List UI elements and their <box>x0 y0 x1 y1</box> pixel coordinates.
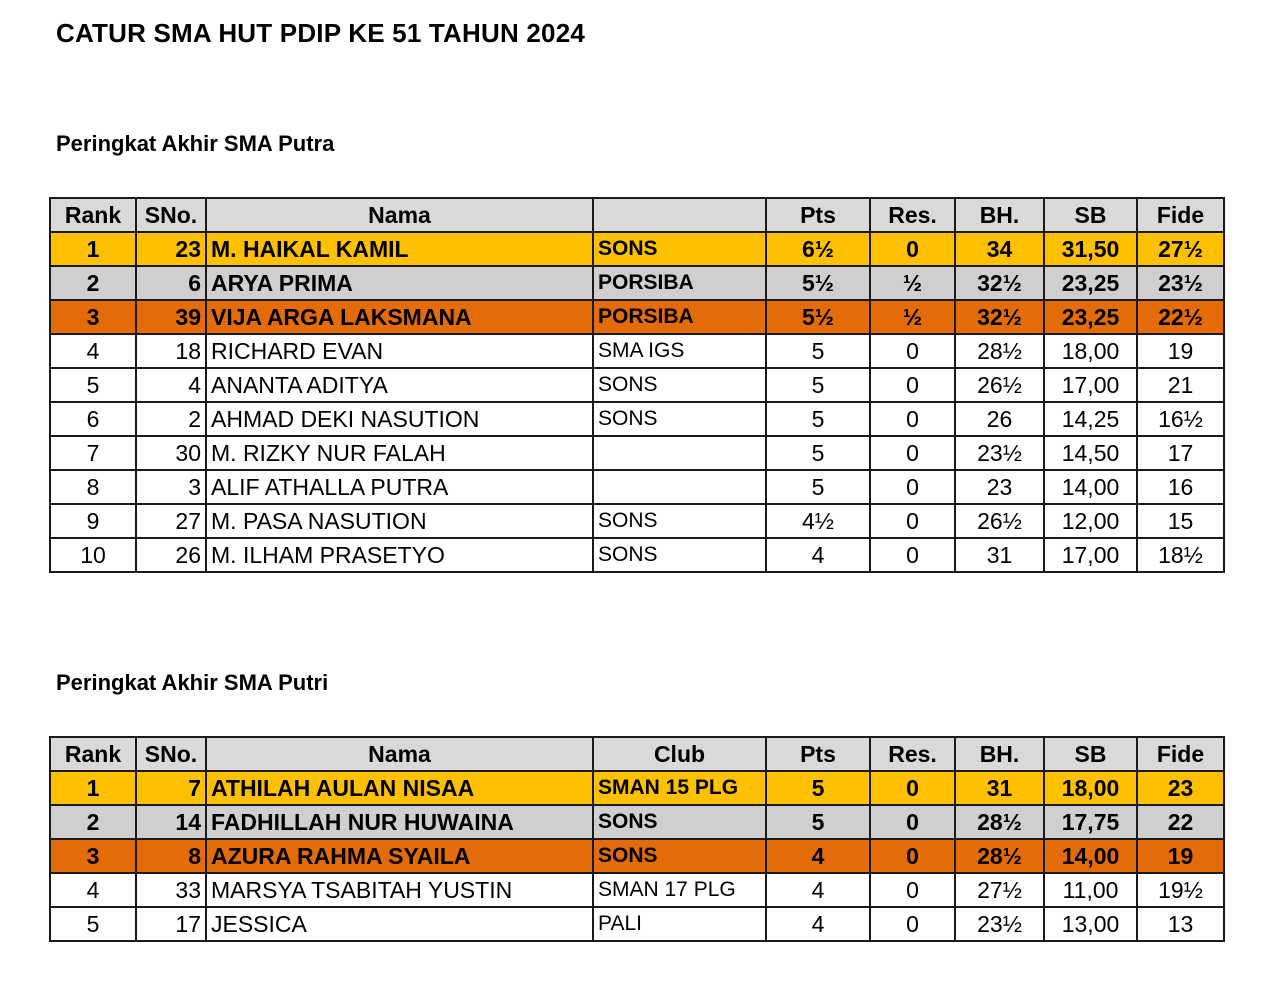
cell-sno: 6 <box>136 266 206 300</box>
cell-pts: 5 <box>766 402 870 436</box>
cell-bh: 23½ <box>955 436 1044 470</box>
cell-rank: 8 <box>50 470 136 504</box>
cell-sb: 13,00 <box>1044 907 1137 941</box>
col-header-sno: SNo. <box>136 198 206 232</box>
cell-bh: 26 <box>955 402 1044 436</box>
cell-bh: 23½ <box>955 907 1044 941</box>
cell-nama: JESSICA <box>206 907 593 941</box>
cell-sno: 30 <box>136 436 206 470</box>
cell-nama: AHMAD DEKI NASUTION <box>206 402 593 436</box>
cell-bh: 27½ <box>955 873 1044 907</box>
table-row <box>50 538 1224 572</box>
cell-sno: 33 <box>136 873 206 907</box>
cell-nama: ARYA PRIMA <box>206 266 593 300</box>
cell-club: PORSIBA <box>593 300 766 334</box>
cell-rank: 5 <box>50 368 136 402</box>
cell-pts: 5 <box>766 470 870 504</box>
table-row <box>50 402 1224 436</box>
cell-res: 0 <box>870 907 955 941</box>
cell-sb: 14,25 <box>1044 402 1137 436</box>
cell-sno: 14 <box>136 805 206 839</box>
cell-club <box>593 436 766 470</box>
cell-fide: 19 <box>1137 839 1224 873</box>
cell-nama: FADHILLAH NUR HUWAINA <box>206 805 593 839</box>
cell-bh: 32½ <box>955 300 1044 334</box>
cell-rank: 10 <box>50 538 136 572</box>
cell-res: ½ <box>870 300 955 334</box>
cell-club: SMA IGS <box>593 334 766 368</box>
cell-res: 0 <box>870 538 955 572</box>
section-heading-putra: Peringkat Akhir SMA Putra <box>56 131 335 156</box>
cell-sno: 27 <box>136 504 206 538</box>
table-row <box>50 266 1224 300</box>
cell-nama: RICHARD EVAN <box>206 334 593 368</box>
cell-fide: 15 <box>1137 504 1224 538</box>
cell-pts: 5 <box>766 771 870 805</box>
cell-rank: 4 <box>50 873 136 907</box>
cell-nama: ATHILAH AULAN NISAA <box>206 771 593 805</box>
table-row <box>50 805 1224 839</box>
col-header-fide: Fide <box>1137 198 1224 232</box>
cell-bh: 28½ <box>955 334 1044 368</box>
cell-sb: 18,00 <box>1044 334 1137 368</box>
table-row <box>50 907 1224 941</box>
cell-fide: 19 <box>1137 334 1224 368</box>
cell-res: 0 <box>870 470 955 504</box>
table-row <box>50 436 1224 470</box>
col-header-rank: Rank <box>50 198 136 232</box>
table-header-row <box>50 737 1224 771</box>
cell-nama: M. ILHAM PRASETYO <box>206 538 593 572</box>
col-header-fide: Fide <box>1137 737 1224 771</box>
cell-nama: M. PASA NASUTION <box>206 504 593 538</box>
cell-sb: 11,00 <box>1044 873 1137 907</box>
cell-fide: 22½ <box>1137 300 1224 334</box>
cell-sb: 23,25 <box>1044 266 1137 300</box>
cell-rank: 1 <box>50 771 136 805</box>
cell-fide: 27½ <box>1137 232 1224 266</box>
col-header-rank: Rank <box>50 737 136 771</box>
cell-sno: 39 <box>136 300 206 334</box>
cell-rank: 6 <box>50 402 136 436</box>
cell-pts: 5 <box>766 368 870 402</box>
cell-pts: 5½ <box>766 266 870 300</box>
col-header-bh: BH. <box>955 198 1044 232</box>
cell-pts: 5 <box>766 436 870 470</box>
standings-table-putra <box>49 197 1225 573</box>
table-row <box>50 873 1224 907</box>
cell-sno: 17 <box>136 907 206 941</box>
cell-club: SONS <box>593 839 766 873</box>
cell-fide: 21 <box>1137 368 1224 402</box>
cell-rank: 5 <box>50 907 136 941</box>
table-row <box>50 232 1224 266</box>
cell-sb: 14,00 <box>1044 839 1137 873</box>
table-row <box>50 334 1224 368</box>
cell-res: ½ <box>870 266 955 300</box>
cell-club: SONS <box>593 402 766 436</box>
cell-pts: 5 <box>766 805 870 839</box>
cell-nama: ALIF ATHALLA PUTRA <box>206 470 593 504</box>
cell-club: SMAN 17 PLG <box>593 873 766 907</box>
cell-bh: 32½ <box>955 266 1044 300</box>
col-header-club: Club <box>593 737 766 771</box>
cell-sb: 14,50 <box>1044 436 1137 470</box>
cell-bh: 26½ <box>955 368 1044 402</box>
cell-sb: 18,00 <box>1044 771 1137 805</box>
col-header-res: Res. <box>870 737 955 771</box>
cell-club: SMAN 15 PLG <box>593 771 766 805</box>
cell-res: 0 <box>870 232 955 266</box>
cell-fide: 17 <box>1137 436 1224 470</box>
cell-nama: ANANTA ADITYA <box>206 368 593 402</box>
cell-pts: 4 <box>766 839 870 873</box>
cell-club: SONS <box>593 504 766 538</box>
cell-nama: AZURA RAHMA SYAILA <box>206 839 593 873</box>
cell-res: 0 <box>870 873 955 907</box>
cell-bh: 28½ <box>955 839 1044 873</box>
cell-rank: 7 <box>50 436 136 470</box>
cell-fide: 23½ <box>1137 266 1224 300</box>
cell-fide: 18½ <box>1137 538 1224 572</box>
col-header-club <box>593 198 766 232</box>
cell-sb: 31,50 <box>1044 232 1137 266</box>
col-header-nama: Nama <box>206 198 593 232</box>
cell-sno: 18 <box>136 334 206 368</box>
page-title: CATUR SMA HUT PDIP KE 51 TAHUN 2024 <box>56 18 586 48</box>
cell-res: 0 <box>870 402 955 436</box>
cell-club: SONS <box>593 805 766 839</box>
table-row <box>50 368 1224 402</box>
cell-club: PALI <box>593 907 766 941</box>
cell-rank: 2 <box>50 805 136 839</box>
cell-res: 0 <box>870 368 955 402</box>
col-header-sb: SB <box>1044 737 1137 771</box>
col-header-sno: SNo. <box>136 737 206 771</box>
table-row <box>50 771 1224 805</box>
cell-bh: 28½ <box>955 805 1044 839</box>
cell-fide: 19½ <box>1137 873 1224 907</box>
col-header-res: Res. <box>870 198 955 232</box>
cell-nama: VIJA ARGA LAKSMANA <box>206 300 593 334</box>
cell-pts: 5½ <box>766 300 870 334</box>
cell-sno: 2 <box>136 402 206 436</box>
cell-pts: 6½ <box>766 232 870 266</box>
col-header-bh: BH. <box>955 737 1044 771</box>
cell-sb: 17,75 <box>1044 805 1137 839</box>
cell-sb: 12,00 <box>1044 504 1137 538</box>
cell-sno: 7 <box>136 771 206 805</box>
cell-bh: 23 <box>955 470 1044 504</box>
cell-club: SONS <box>593 368 766 402</box>
cell-bh: 26½ <box>955 504 1044 538</box>
cell-pts: 4½ <box>766 504 870 538</box>
cell-sb: 23,25 <box>1044 300 1137 334</box>
col-header-sb: SB <box>1044 198 1137 232</box>
cell-res: 0 <box>870 839 955 873</box>
cell-pts: 5 <box>766 334 870 368</box>
cell-res: 0 <box>870 805 955 839</box>
cell-res: 0 <box>870 334 955 368</box>
cell-fide: 13 <box>1137 907 1224 941</box>
cell-club <box>593 470 766 504</box>
cell-pts: 4 <box>766 538 870 572</box>
cell-nama: MARSYA TSABITAH YUSTIN <box>206 873 593 907</box>
standings-table-putri <box>49 736 1225 942</box>
cell-rank: 3 <box>50 839 136 873</box>
cell-res: 0 <box>870 504 955 538</box>
cell-sb: 14,00 <box>1044 470 1137 504</box>
cell-fide: 16½ <box>1137 402 1224 436</box>
cell-rank: 3 <box>50 300 136 334</box>
cell-rank: 1 <box>50 232 136 266</box>
cell-sno: 4 <box>136 368 206 402</box>
cell-rank: 9 <box>50 504 136 538</box>
cell-pts: 4 <box>766 907 870 941</box>
cell-bh: 34 <box>955 232 1044 266</box>
cell-sb: 17,00 <box>1044 368 1137 402</box>
cell-fide: 22 <box>1137 805 1224 839</box>
cell-fide: 16 <box>1137 470 1224 504</box>
col-header-pts: Pts <box>766 737 870 771</box>
cell-rank: 2 <box>50 266 136 300</box>
table-row <box>50 839 1224 873</box>
cell-sno: 23 <box>136 232 206 266</box>
col-header-nama: Nama <box>206 737 593 771</box>
section-heading-putri: Peringkat Akhir SMA Putri <box>56 670 329 695</box>
cell-res: 0 <box>870 771 955 805</box>
cell-club: SONS <box>593 538 766 572</box>
cell-sb: 17,00 <box>1044 538 1137 572</box>
cell-rank: 4 <box>50 334 136 368</box>
col-header-pts: Pts <box>766 198 870 232</box>
table-row <box>50 504 1224 538</box>
cell-sno: 26 <box>136 538 206 572</box>
table-row <box>50 470 1224 504</box>
cell-bh: 31 <box>955 771 1044 805</box>
cell-club: PORSIBA <box>593 266 766 300</box>
cell-sno: 8 <box>136 839 206 873</box>
cell-sno: 3 <box>136 470 206 504</box>
cell-fide: 23 <box>1137 771 1224 805</box>
cell-club: SONS <box>593 232 766 266</box>
table-row <box>50 300 1224 334</box>
cell-res: 0 <box>870 436 955 470</box>
cell-bh: 31 <box>955 538 1044 572</box>
cell-pts: 4 <box>766 873 870 907</box>
cell-nama: M. HAIKAL KAMIL <box>206 232 593 266</box>
cell-nama: M. RIZKY NUR FALAH <box>206 436 593 470</box>
table-header-row <box>50 198 1224 232</box>
